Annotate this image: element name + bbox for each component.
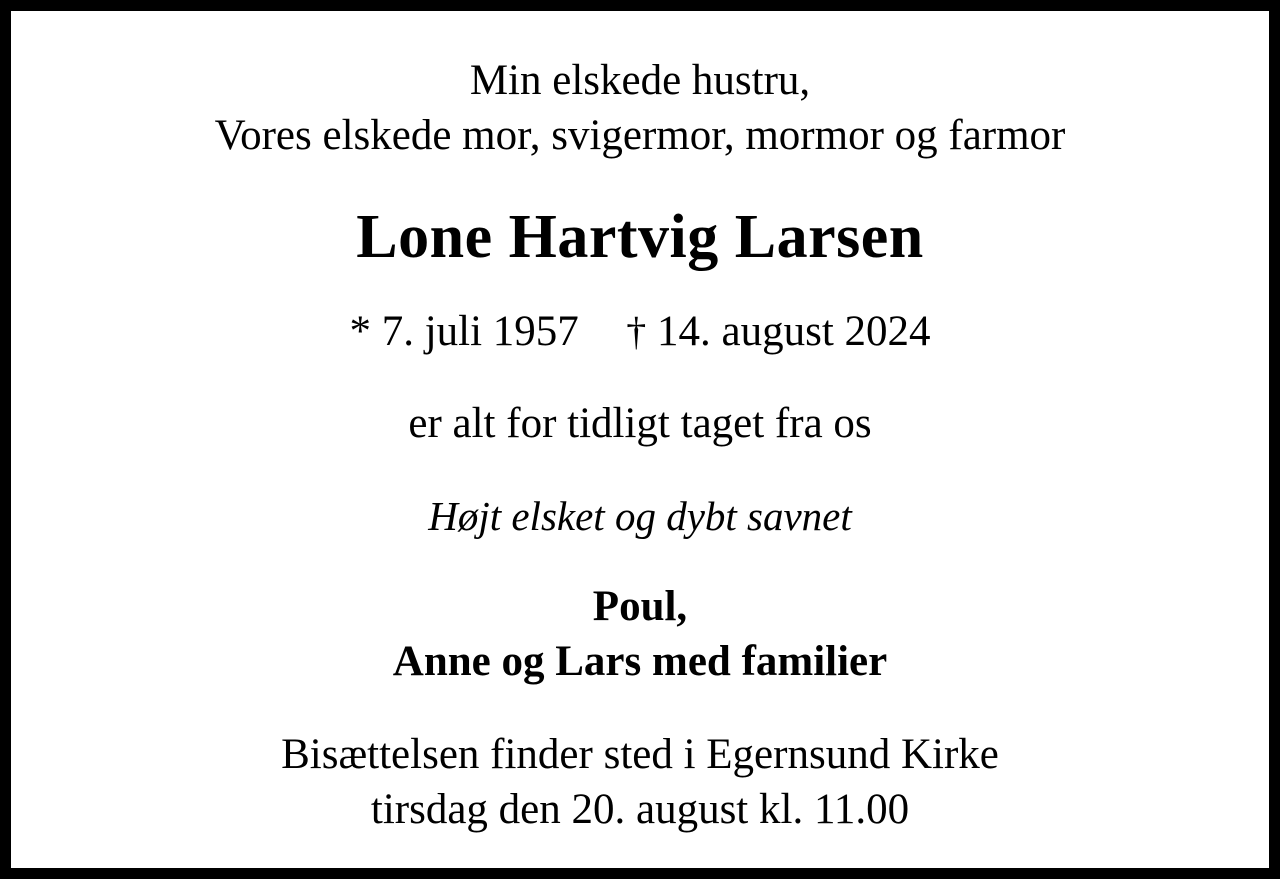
- intro-line-1: Min elskede hustru,: [469, 57, 811, 104]
- funeral-line-1: Bisættelsen finder sted i Egernsund Kirke: [281, 730, 999, 778]
- deceased-name: Lone Hartvig Larsen: [356, 203, 924, 272]
- taken-text: er alt for tidligt taget fra os: [408, 400, 872, 448]
- life-dates: [349, 307, 930, 358]
- survivor-line-2: Anne og Lars med familier: [392, 638, 888, 686]
- death-symbol: †: [626, 308, 647, 354]
- survivor-line-1: Poul,: [592, 583, 688, 631]
- funeral-line-2: tirsdag den 20. august kl. 11.00: [370, 785, 910, 833]
- birth-symbol: *: [349, 307, 371, 355]
- death-date: 14. august 2024: [657, 307, 931, 355]
- intro-line-2: Vores elskede mor, svigermor, mormor og farmor: [214, 111, 1066, 159]
- birth-date: 7. juli 1957: [381, 307, 579, 355]
- loved-text: Højt elsket og dybt savnet: [428, 493, 852, 540]
